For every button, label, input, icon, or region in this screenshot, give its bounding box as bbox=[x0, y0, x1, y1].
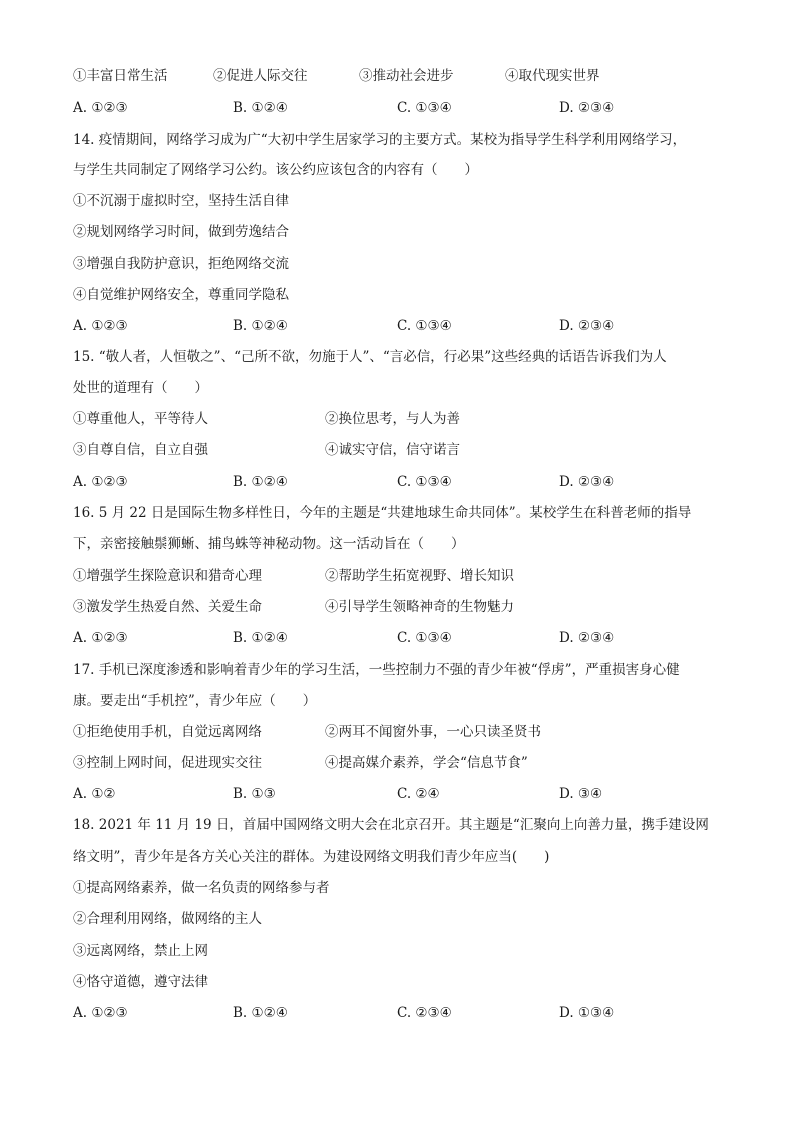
q15-option-2: ②换位思考，与人为善 bbox=[325, 411, 460, 427]
q17-answer-a: A. ①② bbox=[73, 786, 116, 802]
q18-answer-a: A. ①②③ bbox=[73, 1005, 128, 1021]
q13-answer-a: A. ①②③ bbox=[73, 100, 128, 116]
q18-option-4: ④恪守道德，遵守法律 bbox=[73, 974, 208, 990]
q16-answer-d: D. ②③④ bbox=[559, 630, 615, 646]
q14-stem-line-1: 14. 疫情期间，网络学习成为广“大初中学生居家学习的主要方式。某校为指导学生科学利用网络学习， bbox=[73, 132, 687, 148]
q18-answer-c: C. ②③④ bbox=[397, 1005, 452, 1021]
q17-answer-b: B. ①③ bbox=[233, 786, 276, 802]
q18-answer-d: D. ①③④ bbox=[559, 1005, 615, 1021]
q16-option-4: ④引导学生领略神奇的生物魅力 bbox=[325, 599, 514, 615]
q13-option-1: ①丰富日常生活 bbox=[73, 68, 168, 84]
q18-stem-line-1: 18. 2021 年 11 月 19 日，首届中国网络文明大会在北京召开。其主题是“汇聚向上向善力量，携手建设网 bbox=[73, 817, 709, 833]
q14-option-4: ④自觉维护网络安全，尊重同学隐私 bbox=[73, 287, 289, 303]
q15-answer-c: C. ①③④ bbox=[397, 474, 452, 490]
q16-answer-b: B. ①②④ bbox=[233, 630, 288, 646]
q16-option-1: ①增强学生探险意识和猎奇心理 bbox=[73, 568, 262, 584]
q15-stem-line-1: 15. “敬人者，人恒敬之”、“己所不欲，勿施于人”、“言必信，行必果”这些经典的话语告诉我们为人 bbox=[73, 349, 667, 365]
q13-answer-d: D. ②③④ bbox=[559, 100, 615, 116]
q15-option-1: ①尊重他人，平等待人 bbox=[73, 411, 208, 427]
q13-option-4: ④取代现实世界 bbox=[505, 68, 600, 84]
q13-answer-b: B. ①②④ bbox=[233, 100, 288, 116]
q17-stem-line-1: 17. 手机已深度渗透和影响着青少年的学习生活，一些控制力不强的青少年被“俘虏”，严重损害身心健 bbox=[73, 662, 680, 678]
q13-option-3: ③推动社会进步 bbox=[359, 68, 454, 84]
q16-option-2: ②帮助学生拓宽视野、增长知识 bbox=[325, 568, 514, 584]
q18-option-1: ①提高网络素养，做一名负责的网络参与者 bbox=[73, 880, 330, 896]
q17-option-2: ②两耳不闻窗外事，一心只读圣贤书 bbox=[325, 724, 541, 740]
q17-option-4: ④提高媒介素养，学会“信息节食” bbox=[325, 755, 528, 771]
q14-option-1: ①不沉溺于虚拟时空，坚持生活自律 bbox=[73, 193, 289, 209]
q16-option-3: ③激发学生热爱自然、关爱生命 bbox=[73, 599, 262, 615]
q17-option-3: ③控制上网时间，促进现实交往 bbox=[73, 755, 262, 771]
q15-answer-a: A. ①②③ bbox=[73, 474, 128, 490]
q14-answer-c: C. ①③④ bbox=[397, 318, 452, 334]
q18-answer-b: B. ①②④ bbox=[233, 1005, 288, 1021]
q16-answer-a: A. ①②③ bbox=[73, 630, 128, 646]
q15-answer-d: D. ②③④ bbox=[559, 474, 615, 490]
q14-answer-d: D. ②③④ bbox=[559, 318, 615, 334]
q18-option-2: ②合理利用网络，做网络的主人 bbox=[73, 911, 262, 927]
q17-answer-c: C. ②④ bbox=[397, 786, 440, 802]
q15-answer-b: B. ①②④ bbox=[233, 474, 288, 490]
q15-stem-line-2: 处世的道理有（ ） bbox=[73, 380, 208, 396]
q18-stem-line-2: 络文明”，青少年是各方关心关注的群体。为建设网络文明我们青少年应当( ) bbox=[73, 849, 550, 865]
q17-option-1: ①拒绝使用手机，自觉远离网络 bbox=[73, 724, 262, 740]
q15-option-3: ③自尊自信，自立自强 bbox=[73, 442, 208, 458]
q14-answer-b: B. ①②④ bbox=[233, 318, 288, 334]
q13-option-2: ②促进人际交往 bbox=[213, 68, 308, 84]
q15-option-4: ④诚实守信，信守诺言 bbox=[325, 442, 460, 458]
q18-option-3: ③远离网络，禁止上网 bbox=[73, 943, 208, 959]
q14-option-2: ②规划网络学习时间，做到劳逸结合 bbox=[73, 224, 289, 240]
q16-stem-line-1: 16. 5 月 22 日是国际生物多样性日，今年的主题是“共建地球生命共同体”。某校学生在科普老师的指导 bbox=[73, 505, 692, 521]
q14-option-3: ③增强自我防护意识，拒绝网络交流 bbox=[73, 256, 289, 272]
q13-answer-c: C. ①③④ bbox=[397, 100, 452, 116]
q14-stem-line-2: 与学生共同制定了网络学习公约。该公约应该包含的内容有（ ） bbox=[73, 162, 478, 178]
q16-answer-c: C. ①③④ bbox=[397, 630, 452, 646]
q17-answer-d: D. ③④ bbox=[559, 786, 603, 802]
q16-stem-line-2: 下，亲密接触鬃狮蜥、捕鸟蛛等神秘动物。这一活动旨在（ ） bbox=[73, 536, 465, 552]
q17-stem-line-2: 康。要走出“手机控”，青少年应（ ） bbox=[73, 693, 317, 709]
q14-answer-a: A. ①②③ bbox=[73, 318, 128, 334]
